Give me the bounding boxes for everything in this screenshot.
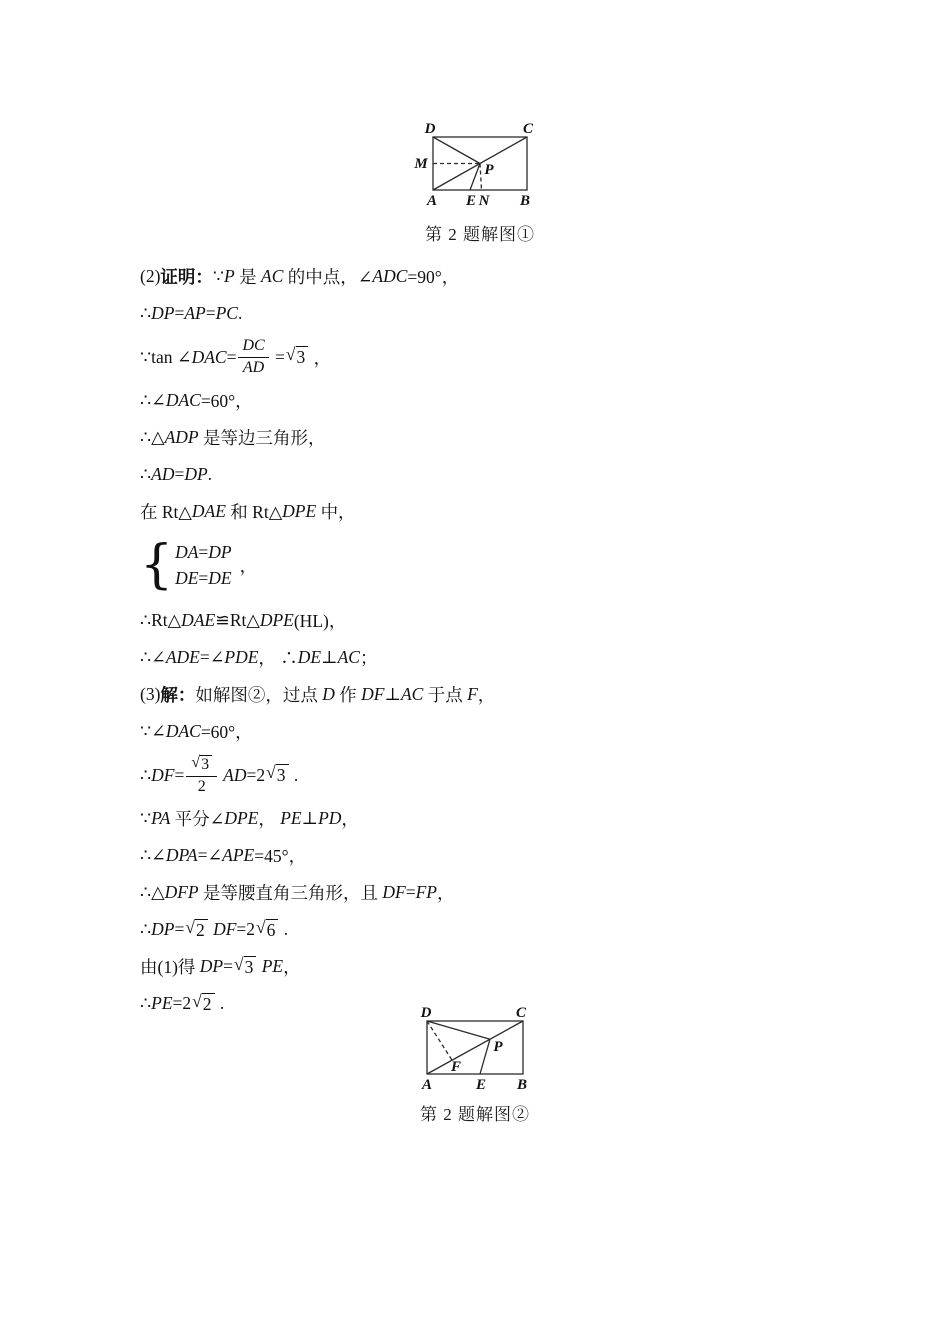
text-run: ∴	[140, 919, 152, 939]
fig1-label-b: B	[519, 193, 531, 209]
text-run: =	[174, 303, 185, 323]
text-run: DF	[382, 882, 406, 902]
text-run: DC	[242, 337, 265, 355]
proof-line	[140, 800, 680, 837]
text-run: =∠	[199, 647, 225, 667]
fraction-numerator	[186, 754, 217, 776]
proof-line	[140, 948, 680, 985]
text-run: .	[279, 919, 289, 939]
text-run: DE	[297, 647, 322, 667]
text-run: PE	[280, 808, 302, 828]
text-run: ∴△	[140, 427, 165, 447]
text-run: FP	[415, 882, 437, 902]
fig2-label-p: P	[493, 1039, 503, 1055]
text-run: =45°，	[254, 846, 307, 866]
text-run: ∵	[212, 266, 225, 286]
text-run: AC	[261, 266, 284, 286]
text-run: .	[207, 464, 213, 484]
text-run: ADC	[372, 266, 408, 286]
figure-1	[410, 112, 560, 212]
text-run: =	[226, 346, 237, 367]
sqrt-expression	[191, 755, 212, 774]
text-run: =	[174, 919, 185, 939]
text-run: DAC	[165, 390, 201, 410]
text-run: 解：	[160, 685, 196, 705]
text-run: 于点	[423, 685, 468, 705]
figure-2	[405, 1003, 555, 1095]
text-run: ∴	[140, 764, 152, 785]
proof-text	[140, 258, 680, 1022]
sqrt-expression	[233, 953, 256, 977]
text-run: 中，	[316, 502, 356, 522]
text-run: DF	[208, 919, 237, 939]
text-run: 2	[197, 777, 206, 795]
sqrt-expression	[266, 764, 288, 785]
text-run: ∴△	[140, 882, 165, 902]
text-run: 和 Rt△	[225, 502, 283, 522]
text-run: 是等边三角形，	[198, 428, 326, 448]
radical-sign: √	[192, 990, 202, 1011]
proof-line	[140, 419, 680, 456]
text-run: DAE	[191, 501, 226, 521]
fig1-segment-pe	[470, 164, 480, 191]
text-run: DPE	[224, 808, 259, 828]
radical-sign: √	[185, 916, 195, 937]
text-run: DPA	[165, 845, 198, 865]
fraction	[186, 754, 217, 796]
radical-sign: √	[285, 344, 296, 365]
text-run: (HL)，	[293, 611, 347, 631]
text-run: AP	[184, 303, 206, 323]
proof-line	[140, 382, 680, 419]
proof-line	[140, 258, 680, 295]
fig2-label-b: B	[516, 1077, 528, 1093]
radicand	[202, 993, 215, 1014]
fig1-segment-dp	[433, 137, 480, 164]
text-run: =∠	[197, 845, 223, 865]
system-rows	[175, 543, 232, 589]
text-run: P	[224, 266, 235, 286]
text-run: APE	[222, 845, 255, 865]
text-run: ，	[258, 809, 281, 829]
text-run: PA	[151, 808, 171, 828]
fig1-label-p: P	[484, 162, 494, 178]
fig2-diagonal-ac	[427, 1021, 523, 1074]
text-run: ∵	[140, 808, 152, 828]
text-run: ，	[283, 957, 301, 977]
text-run: ∴	[140, 303, 152, 323]
radical-sign: √	[191, 754, 201, 772]
proof-line	[140, 295, 680, 332]
system-tail	[240, 553, 258, 578]
fig1-label-d: D	[424, 121, 436, 137]
fig2-label-e: E	[475, 1077, 487, 1093]
proof-line	[140, 493, 680, 530]
sqrt-expression	[256, 916, 278, 940]
text-run: 6	[266, 919, 276, 940]
text-run: 平分∠	[170, 809, 225, 829]
fig1-label-a: A	[426, 193, 438, 209]
text-run: ⊥	[384, 684, 401, 704]
text-run: DFP	[164, 882, 199, 902]
fig2-label-d: D	[420, 1005, 432, 1021]
sqrt-expression	[192, 990, 214, 1014]
text-run: DE	[175, 568, 199, 589]
system-row	[175, 543, 232, 562]
text-run: .	[237, 303, 243, 323]
proof-line	[140, 639, 680, 676]
text-run: DAE	[181, 610, 216, 630]
text-run: .	[215, 993, 225, 1013]
text-run: DP	[199, 956, 224, 976]
text-run: =	[270, 346, 285, 367]
text-run: 的中点，∠	[283, 267, 373, 287]
text-run: 3	[244, 956, 254, 977]
text-run: ∵tan ∠	[140, 346, 192, 367]
proof-line	[140, 602, 680, 639]
text-run: ，	[239, 556, 258, 577]
radicand	[244, 956, 257, 977]
text-run: AC	[337, 647, 360, 667]
proof-line	[140, 874, 680, 911]
text-run: AC	[400, 684, 424, 704]
text-run: ，	[436, 883, 455, 903]
proof-line	[140, 837, 680, 874]
text-run: DF	[361, 684, 385, 704]
text-run: ∴∠	[140, 845, 166, 865]
radical-sign: √	[233, 953, 244, 974]
fig2-label-c: C	[515, 1005, 527, 1021]
text-run: PDE	[224, 647, 259, 667]
text-run: DP	[184, 464, 208, 484]
text-run: ADP	[164, 427, 199, 447]
text-run: .	[289, 764, 299, 785]
text-run: =	[223, 956, 233, 976]
text-run: 由(1)得	[140, 957, 200, 977]
text-run: ⊥	[301, 808, 319, 828]
fig2-segment-dp	[427, 1021, 490, 1039]
proof-line	[140, 332, 680, 382]
text-run: ，	[341, 809, 359, 829]
text-run: DPE	[282, 501, 317, 521]
text-run: ∴Rt△	[140, 610, 182, 630]
text-run: 是等腰直角三角形，且	[198, 883, 383, 903]
text-run: ⊥	[321, 647, 338, 667]
text-run: AD	[242, 358, 265, 376]
radicand	[266, 919, 279, 940]
fraction-numerator	[238, 337, 268, 357]
fig2-label-f: F	[450, 1059, 462, 1075]
text-run: DE	[208, 568, 232, 589]
text-run: =	[174, 764, 185, 785]
text-run: DP	[151, 303, 175, 323]
text-run: D	[322, 684, 335, 704]
text-run: =2	[172, 993, 192, 1013]
text-run: PE	[257, 956, 284, 976]
text-run: F	[467, 684, 478, 704]
fraction-denominator	[194, 777, 210, 796]
fig1-dashed-pn	[480, 164, 482, 191]
fig1-label-c: C	[522, 121, 534, 137]
text-run: =	[205, 303, 216, 323]
text-run: 3	[201, 756, 210, 774]
text-run: 是	[234, 267, 261, 287]
sqrt-expression	[286, 346, 308, 367]
text-run: =2	[246, 764, 266, 785]
text-run: AD	[219, 764, 247, 785]
radicand	[200, 755, 212, 774]
proof-line	[140, 530, 680, 602]
text-run: DAC	[165, 721, 201, 741]
text-run: =60°，	[200, 722, 253, 742]
text-run: DA	[175, 542, 199, 563]
radicand	[276, 764, 289, 785]
text-run: PC	[215, 303, 238, 323]
fig2-label-a: A	[421, 1077, 433, 1093]
fraction-denominator	[239, 358, 268, 377]
text-run: PE	[151, 993, 173, 1013]
text-run: 证明：	[160, 267, 213, 287]
radicand	[296, 346, 309, 367]
text-run: ∴	[140, 464, 152, 484]
radical-sign: √	[266, 762, 276, 783]
text-run: PD	[318, 808, 342, 828]
text-run: ≌Rt△	[215, 610, 260, 630]
fig1-label-e: E	[465, 193, 477, 209]
text-run: =	[405, 882, 416, 902]
proof-line	[140, 750, 680, 800]
system-brace: {	[140, 534, 174, 595]
fig1-label-m: M	[414, 156, 428, 172]
text-run: 3	[276, 765, 286, 786]
fraction	[238, 337, 268, 377]
text-run: 在 Rt△	[140, 502, 192, 522]
system-row	[175, 569, 232, 588]
sqrt-expression	[185, 916, 207, 940]
text-run: ∴	[140, 993, 152, 1013]
text-run: AD	[151, 464, 175, 484]
text-run: 2	[202, 993, 212, 1014]
text-run: 如解图②，过点	[195, 685, 323, 705]
text-run: ，	[309, 347, 332, 368]
text-run: DPE	[259, 610, 294, 630]
text-run: 作	[334, 685, 362, 705]
text-run: =90°，	[407, 267, 460, 287]
text-run: ∵∠	[140, 721, 166, 741]
fig1-label-n: N	[478, 193, 490, 209]
proof-line	[140, 911, 680, 948]
text-run: DP	[208, 542, 232, 563]
text-run: =	[198, 542, 209, 563]
text-run: (3)	[140, 684, 161, 704]
text-run: DAC	[191, 346, 227, 367]
radical-sign: √	[256, 916, 266, 937]
radicand	[195, 919, 208, 940]
figure-1-caption: 第 2 题解图①	[425, 225, 535, 244]
text-run: ， ∴	[258, 648, 298, 668]
text-run: ，	[477, 685, 496, 705]
text-run: =60°，	[200, 391, 253, 411]
text-run: 2	[195, 919, 205, 940]
proof-line	[140, 713, 680, 750]
equation-system	[140, 534, 258, 595]
text-run: ∴∠	[140, 390, 166, 410]
text-run: DP	[151, 919, 175, 939]
proof-line	[140, 676, 680, 713]
text-run: (2)	[140, 266, 161, 286]
text-run: =2	[236, 919, 256, 939]
text-run: =	[198, 568, 209, 589]
figure-2-caption: 第 2 题解图②	[420, 1105, 530, 1124]
text-run: ；	[359, 648, 378, 668]
text-run: =	[174, 464, 185, 484]
text-run: 3	[296, 347, 306, 368]
proof-line	[140, 456, 680, 493]
text-run: DF	[151, 764, 175, 785]
text-run: ADE	[165, 647, 200, 667]
text-run: ∴∠	[140, 647, 166, 667]
